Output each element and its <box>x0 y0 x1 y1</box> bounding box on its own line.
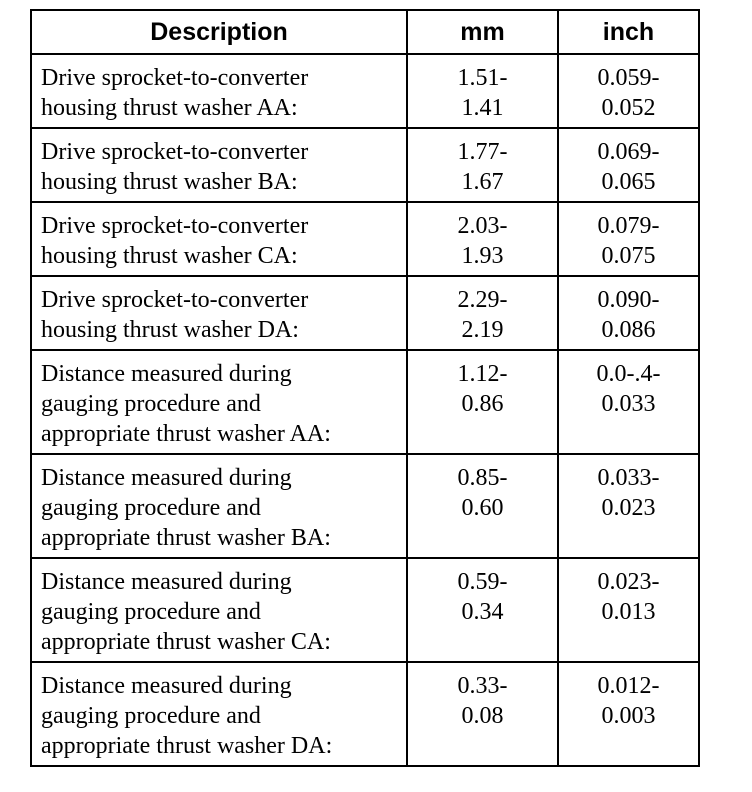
inch-cell-line: 0.065 <box>601 169 656 195</box>
description-cell-line: appropriate thrust washer CA: <box>41 629 331 655</box>
description-cell <box>31 662 407 766</box>
mm-cell-line: 0.60 <box>461 495 504 521</box>
inch-cell <box>558 350 699 454</box>
table-row <box>31 276 699 350</box>
description-cell-line: Distance measured during <box>41 673 292 699</box>
inch-cell <box>558 454 699 558</box>
header-inch: inch <box>558 10 699 54</box>
description-cell-line: gauging procedure and <box>41 703 261 729</box>
mm-cell-line: 2.03- <box>457 213 508 239</box>
mm-cell-line: 1.51- <box>457 65 508 91</box>
mm-cell <box>407 558 558 662</box>
description-cell <box>31 454 407 558</box>
mm-cell-line: 0.59- <box>457 569 508 595</box>
description-cell-line: Distance measured during <box>41 361 292 387</box>
description-cell-line: Drive sprocket-to-converter <box>41 65 309 91</box>
inch-cell-line: 0.0-.4- <box>596 361 661 387</box>
description-cell-line: appropriate thrust washer BA: <box>41 525 331 551</box>
mm-cell-line: 0.86 <box>461 391 504 417</box>
description-cell-line: Drive sprocket-to-converter <box>41 213 309 239</box>
description-cell <box>31 128 407 202</box>
description-cell-line: Drive sprocket-to-converter <box>41 287 309 313</box>
inch-cell-line: 0.013 <box>601 599 656 625</box>
inch-cell-line: 0.059- <box>597 65 660 91</box>
inch-cell <box>558 54 699 128</box>
mm-cell-line: 0.85- <box>457 465 508 491</box>
inch-cell <box>558 202 699 276</box>
description-cell <box>31 276 407 350</box>
description-cell-line: housing thrust washer CA: <box>41 243 298 269</box>
mm-cell <box>407 662 558 766</box>
inch-cell-line: 0.003 <box>601 703 656 729</box>
description-cell <box>31 54 407 128</box>
description-cell <box>31 350 407 454</box>
mm-cell-line: 0.08 <box>461 703 504 729</box>
washer-spec-table <box>30 9 700 767</box>
header-description: Description <box>31 10 407 54</box>
mm-cell-line: 1.67 <box>461 169 504 195</box>
mm-cell <box>407 54 558 128</box>
table-row <box>31 454 699 558</box>
inch-cell-line: 0.023- <box>597 569 660 595</box>
mm-cell-line: 1.41 <box>461 95 504 121</box>
mm-cell-line: 2.29- <box>457 287 508 313</box>
header-mm: mm <box>407 10 558 54</box>
description-cell-line: Distance measured during <box>41 569 292 595</box>
table-row <box>31 350 699 454</box>
header-row <box>31 10 699 54</box>
table-row <box>31 662 699 766</box>
mm-cell <box>407 128 558 202</box>
inch-cell <box>558 276 699 350</box>
mm-cell <box>407 276 558 350</box>
description-cell <box>31 558 407 662</box>
description-cell-line: appropriate thrust washer DA: <box>41 733 333 759</box>
table-row <box>31 128 699 202</box>
inch-cell-line: 0.033- <box>597 465 660 491</box>
inch-cell <box>558 558 699 662</box>
inch-cell <box>558 662 699 766</box>
mm-cell-line: 2.19 <box>461 317 504 343</box>
inch-cell-line: 0.079- <box>597 213 660 239</box>
inch-cell-line: 0.075 <box>601 243 656 269</box>
table-row <box>31 202 699 276</box>
inch-cell-line: 0.033 <box>601 391 656 417</box>
description-cell-line: gauging procedure and <box>41 391 261 417</box>
description-cell-line: appropriate thrust washer AA: <box>41 421 331 447</box>
description-cell-line: housing thrust washer BA: <box>41 169 298 195</box>
description-cell-line: housing thrust washer DA: <box>41 317 299 343</box>
inch-cell-line: 0.090- <box>597 287 660 313</box>
inch-cell-line: 0.012- <box>597 673 660 699</box>
description-cell-line: housing thrust washer AA: <box>41 95 298 121</box>
inch-cell-line: 0.052 <box>601 95 656 121</box>
mm-cell-line: 0.34 <box>461 599 504 625</box>
description-cell-line: gauging procedure and <box>41 599 261 625</box>
table-body <box>31 54 699 766</box>
inch-cell <box>558 128 699 202</box>
mm-cell <box>407 202 558 276</box>
mm-cell-line: 0.33- <box>457 673 508 699</box>
table-row <box>31 558 699 662</box>
description-cell <box>31 202 407 276</box>
mm-cell <box>407 350 558 454</box>
mm-cell-line: 1.93 <box>461 243 504 269</box>
description-cell-line: Drive sprocket-to-converter <box>41 139 309 165</box>
inch-cell-line: 0.069- <box>597 139 660 165</box>
description-cell-line: Distance measured during <box>41 465 292 491</box>
inch-cell-line: 0.023 <box>601 495 656 521</box>
table-row <box>31 54 699 128</box>
mm-cell-line: 1.12- <box>457 361 508 387</box>
mm-cell <box>407 454 558 558</box>
mm-cell-line: 1.77- <box>457 139 508 165</box>
description-cell-line: gauging procedure and <box>41 495 261 521</box>
inch-cell-line: 0.086 <box>601 317 656 343</box>
